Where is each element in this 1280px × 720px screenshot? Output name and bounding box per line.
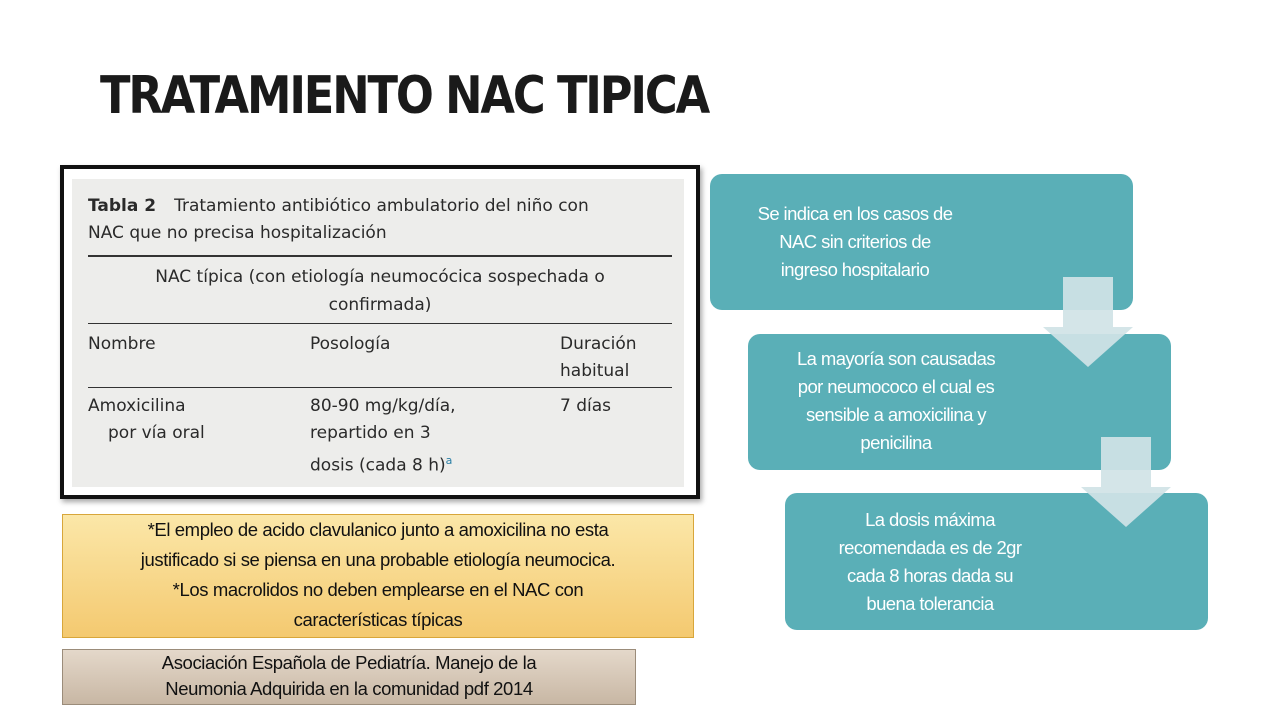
- step-text-line: sensible a amoxicilina y: [806, 404, 986, 425]
- table-group-heading: [88, 263, 672, 319]
- antibiotic-table: [72, 179, 684, 487]
- note-line: características típicas: [293, 609, 463, 630]
- step-text-line: recomendada es de 2gr: [838, 537, 1022, 558]
- step-text-line: La dosis máxima: [865, 509, 995, 530]
- step-text-line: La mayoría son causadas: [796, 348, 996, 369]
- footnote-marker: a: [445, 454, 453, 467]
- cell-posologia-line: 80-90 mg/kg/día,: [310, 396, 456, 416]
- reference-line: Neumonia Adquirida en la comunidad pdf 2014: [165, 678, 533, 699]
- step-text-line: penicilina: [860, 432, 932, 453]
- cell-posologia-line: repartido en 3: [310, 423, 431, 443]
- step-text-line: por neumococo el cual es: [797, 376, 995, 397]
- table-caption: [88, 193, 678, 247]
- step-text-line: Se indica en los casos de: [757, 203, 953, 224]
- cell-duracion: 7 días: [560, 396, 612, 416]
- table-image-frame: [60, 165, 700, 499]
- cell-posologia: [310, 393, 456, 480]
- table-caption-label: Tabla 2: [88, 196, 157, 216]
- cell-nombre-line: Amoxicilina: [88, 396, 186, 416]
- slide-title: TRATAMIENTO NAC TIPICA: [100, 66, 709, 126]
- step-text-line: ingreso hospitalario: [780, 259, 930, 280]
- header-nombre: Nombre: [88, 334, 156, 354]
- step-text-line: NAC sin criterios de: [779, 231, 931, 252]
- cell-nombre-line: por vía oral: [108, 423, 205, 443]
- note-line: justificado si se piensa en una probable etiología neumocica.: [140, 549, 616, 570]
- table-group-heading-line: NAC típica (con etiología neumocócica sospechada o: [155, 267, 605, 287]
- header-posologia: Posología: [310, 334, 391, 354]
- table-rule: [88, 387, 672, 388]
- table-rule: [88, 255, 672, 257]
- table-rule: [88, 323, 672, 324]
- header-duracion-line: habitual: [560, 361, 630, 381]
- note-line: *Los macrolidos no deben emplearse en el NAC con: [172, 579, 584, 600]
- clinical-note-box: [62, 514, 694, 638]
- cell-nombre: [88, 393, 205, 447]
- down-arrow-icon: [1081, 437, 1171, 527]
- table-caption-text: Tratamiento antibiótico ambulatorio del niño con: [174, 196, 589, 216]
- reference-box: [62, 649, 636, 705]
- reference-line: Asociación Española de Pediatría. Manejo de la: [161, 652, 537, 673]
- header-duracion-line: Duración: [560, 334, 637, 354]
- step-text-line: buena tolerancia: [866, 593, 994, 614]
- table-caption-text-2: NAC que no precisa hospitalización: [88, 223, 387, 243]
- note-line: *El empleo de acido clavulanico junto a amoxicilina no esta: [147, 519, 609, 540]
- cell-posologia-line: dosis (cada 8 h): [310, 455, 446, 476]
- header-duracion: [560, 331, 637, 385]
- table-group-heading-line: confirmada): [328, 295, 432, 315]
- step-text-line: cada 8 horas dada su: [847, 565, 1013, 586]
- down-arrow-icon: [1043, 277, 1133, 367]
